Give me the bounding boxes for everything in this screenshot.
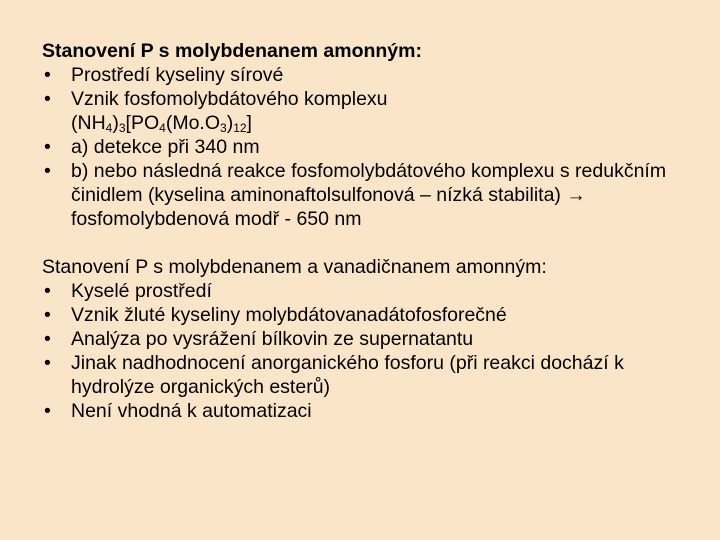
list-item (42, 159, 702, 231)
section-1-list (42, 63, 702, 231)
arrow-right-icon: → (566, 184, 586, 206)
bullet-icon: • (44, 136, 51, 158)
bullet-icon: • (44, 304, 51, 326)
list-item (42, 327, 702, 351)
item-text: Prostředí kyseliny sírové (71, 64, 284, 86)
list-item (42, 135, 702, 159)
bullet-icon: • (44, 280, 51, 302)
bullet-icon: • (44, 400, 51, 422)
bullet-icon: • (44, 160, 51, 182)
item-text: Vznik fosfomolybdátového komplexu (71, 88, 388, 110)
item-text: Není vhodná k automatizaci (71, 400, 312, 422)
item-text-tail: fosfomolybdenová modř - 650 nm (71, 208, 362, 230)
section-2-heading: Stanovení P s molybdenanem a vanadičnanem amonným: (42, 256, 547, 278)
item-text: Analýza po vysrážení bílkovin ze supernatantu (71, 328, 474, 350)
item-text: a) detekce při 340 nm (71, 136, 260, 158)
bullet-icon: • (44, 328, 51, 350)
list-item (42, 63, 702, 87)
slide-content (42, 39, 702, 423)
section-2-list (42, 279, 702, 423)
list-item (42, 303, 702, 327)
bullet-icon: • (44, 88, 51, 110)
spacer (42, 231, 702, 255)
item-text: Jinak nadhodnocení anorganického fosforu (při reakci dochází k hydrolýze organických esterů) (71, 352, 624, 398)
list-item (42, 399, 702, 423)
item-text: Kyselé prostředí (71, 280, 212, 302)
item-text: Vznik žluté kyseliny molybdátovanadátofosforečné (71, 304, 507, 326)
list-item (42, 351, 702, 399)
chemical-formula: $(NH_4)_3[PO_4(Mo.O_3)_{12}]$ (71, 112, 252, 135)
bullet-icon: • (44, 64, 51, 86)
list-item (42, 87, 702, 135)
list-item (42, 279, 702, 303)
section-1-heading: Stanovení P s molybdenanem amonným: (42, 40, 422, 62)
bullet-icon: • (44, 352, 51, 374)
item-text: b) nebo následná reakce fosfomolybdátového komplexu s redukčním činidlem (kyselina aminonaftolsulfonová – nízká stabilita) (71, 160, 667, 206)
